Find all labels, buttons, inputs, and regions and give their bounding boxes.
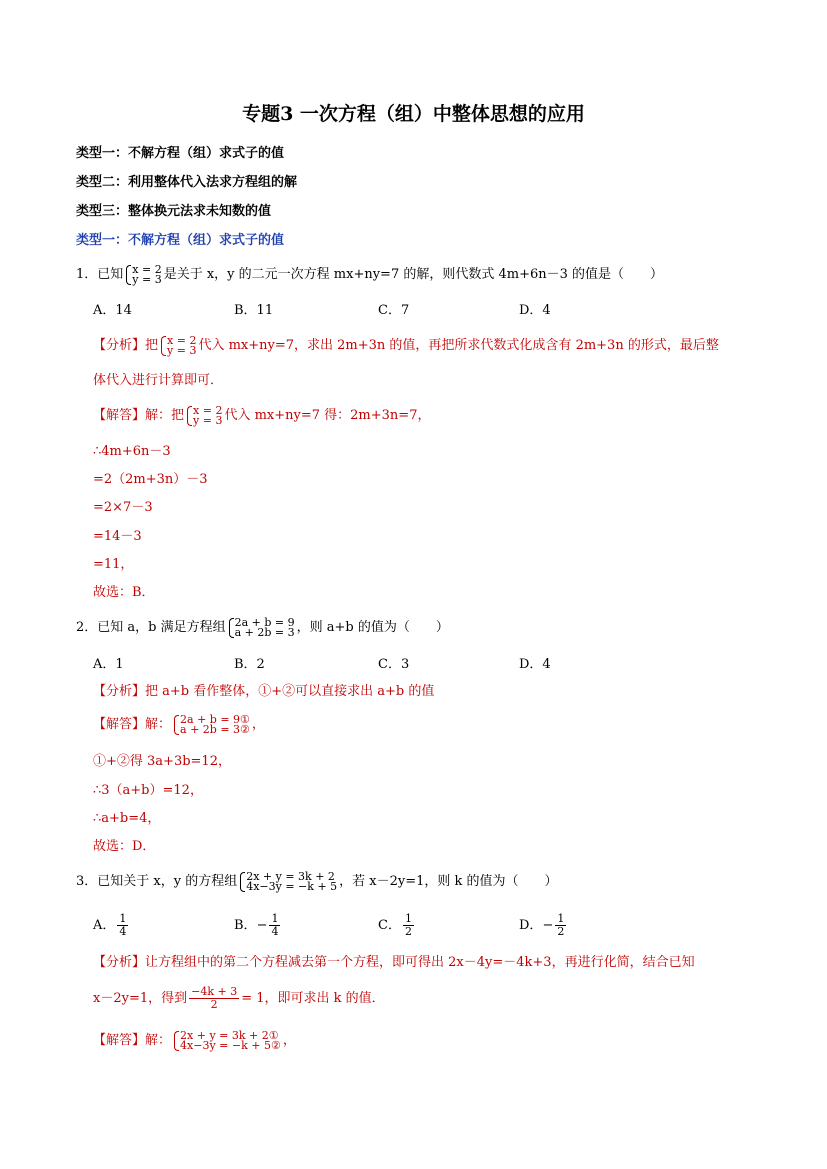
page-title: 专题3 一次方程（组）中整体思想的应用 xyxy=(242,103,585,125)
type-list-item-1: 类型一：不解方程（组）求式子的值 xyxy=(76,146,285,161)
q2-option-c: C．3 xyxy=(378,657,410,672)
q2-step-1: ①+②得 3a+3b=12， xyxy=(93,754,231,769)
q1-analysis: 【分析】把 x = 2 y = 3 代入 mx+ny=7，求出 2m+3n 的值，再把所求代数式化成含有 2m+3n 的形式，最后整 xyxy=(93,333,719,357)
q1-step-6: 故选：B． xyxy=(93,585,155,600)
q1-stem: 是关于 x，y 的二元一次方程 mx+ny=7 的解，则代数式 4m+6n－3 的值是（ ） xyxy=(163,267,664,282)
q3-answer: 【解答】解： 2x + y = 3k + 2① 4x−3y = −k + 5② ， xyxy=(93,1028,296,1052)
section-heading-1: 类型一：不解方程（组）求式子的值 xyxy=(76,233,285,248)
q2-step-4: 故选：D． xyxy=(93,839,156,854)
q2-option-d: D．4 xyxy=(519,657,551,672)
q1-prefix: 1．已知 xyxy=(76,267,124,282)
q2-answer: 【解答】解： 2a + b = 9① a + 2b = 3② ， xyxy=(93,712,265,736)
q2-option-a: A．1 xyxy=(93,657,124,672)
q3-analysis: 【分析】让方程组中的第二个方程减去第一个方程，即可得出 2x－4y=－4k+3，再进行化简，结合已知 xyxy=(93,955,695,970)
q2-option-b: B．2 xyxy=(234,657,265,672)
q1-step-2: =2（2m+3n）－3 xyxy=(93,472,208,487)
q3-option-a: A． $\frac{1}{4}$ xyxy=(93,912,127,938)
type-list-item-2: 类型二：利用整体代入法求方程组的解 xyxy=(76,175,298,190)
q3-option-b: B．− $\frac{1}{4}$ xyxy=(234,912,279,938)
q1-option-d: D．4 xyxy=(519,303,551,318)
q1-system: x = 2 y = 3 xyxy=(125,265,161,285)
question-1 xyxy=(76,264,663,286)
type-list-item-3: 类型三：整体换元法求未知数的值 xyxy=(76,204,272,219)
q2-analysis: 【分析】把 a+b 看作整体，①+②可以直接求出 a+b 的值 xyxy=(93,684,435,699)
q3-option-c: C． $\frac{1}{2}$ xyxy=(378,912,412,938)
q1-answer: 【解答】解：把 x = 2 y = 3 代入 mx+ny=7 得：2m+3n=7， xyxy=(93,403,431,427)
question-3: 3．已知关于 x，y 的方程组 2x + y = 3k + 2 4x−3y = −k + 5 ，若 x－2y=1，则 k 的值为（ ） xyxy=(76,869,558,893)
q1-step-5: =11， xyxy=(93,557,134,572)
question-2: 2．已知 a，b 满足方程组 2a + b = 9 a + 2b = 3 ，则 a+b 的值为（ ） xyxy=(76,615,449,639)
q1-step-1: ∴4m+6n－3 xyxy=(93,444,171,459)
q2-step-3: ∴a+b=4， xyxy=(93,811,161,826)
q1-option-b: B．11 xyxy=(234,303,274,318)
q1-option-c: C．7 xyxy=(378,303,410,318)
q1-option-a: A．14 xyxy=(93,303,132,318)
q1-step-4: =14－3 xyxy=(93,529,142,544)
q1-analysis-line2: 体代入进行计算即可． xyxy=(93,373,224,388)
q1-step-3: =2×7－3 xyxy=(93,500,153,515)
q3-option-d: D．− $\frac{1}{2}$ xyxy=(519,912,565,938)
q2-step-2: ∴3（a+b）=12， xyxy=(93,783,203,798)
q3-analysis-line2: x－2y=1，得到 $\frac{-4k + 3}{2}$ = 1，即可求出 k 的值． xyxy=(93,985,385,1011)
